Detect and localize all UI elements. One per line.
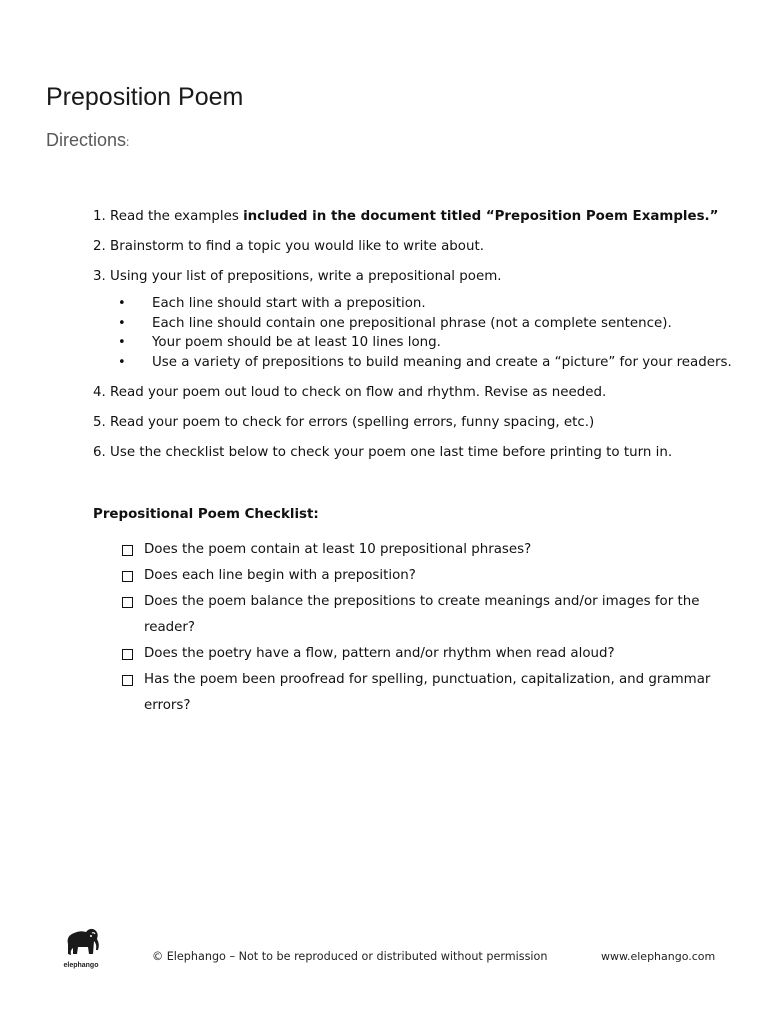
- step-text: Brainstorm to find a topic you would like to write about.: [110, 239, 484, 254]
- step-number: 1.: [93, 209, 106, 224]
- bullet-item: [93, 294, 733, 314]
- checkbox-icon[interactable]: [122, 597, 133, 608]
- step-text: Read your poem out loud to check on flow and rhythm. Revise as needed.: [110, 385, 607, 400]
- step-6: [93, 444, 733, 462]
- bullet-text: Each line should start with a preposition.: [152, 296, 426, 311]
- step-number: 5.: [93, 415, 106, 430]
- step-4: [93, 384, 733, 402]
- step-number: 6.: [93, 445, 106, 460]
- bullet-text: Use a variety of prepositions to build meaning and create a “picture” for your readers.: [152, 354, 732, 370]
- bullet-text: Each line should contain one prepositional phrase (not a complete sentence).: [152, 315, 672, 331]
- checklist-title: Prepositional Poem Checklist:: [93, 507, 319, 522]
- bullet-icon: •: [118, 354, 126, 370]
- directions-colon: :: [126, 135, 130, 149]
- step-1: [93, 208, 733, 226]
- step-text: Read your poem to check for errors (spelling errors, funny spacing, etc.): [110, 415, 595, 430]
- page-title: Preposition Poem: [46, 83, 244, 111]
- checkbox-icon[interactable]: [122, 649, 133, 660]
- step-2: [93, 238, 733, 256]
- checkbox-icon[interactable]: [122, 675, 133, 686]
- elephant-icon: [56, 924, 106, 962]
- checklist-item: [122, 641, 722, 667]
- checkbox-icon[interactable]: [122, 571, 133, 582]
- step-3-bullets: [93, 294, 733, 372]
- bullet-icon: •: [118, 315, 126, 331]
- directions-label: Directions: [46, 130, 127, 150]
- bullet-item: [93, 333, 733, 353]
- website-link[interactable]: www.elephango.com: [601, 950, 716, 963]
- bullet-icon: •: [118, 296, 126, 311]
- checklist-item: [122, 563, 722, 589]
- bullet-item: [93, 314, 733, 334]
- checklist-item-text: Has the poem been proofread for spelling, punctuation, capitalization, and grammar errors?: [144, 672, 711, 713]
- checklist-item: [122, 589, 722, 641]
- directions-steps: [93, 208, 733, 474]
- checklist-item-text: Does each line begin with a preposition?: [144, 568, 416, 583]
- directions-heading: [46, 130, 129, 151]
- step-number: 3.: [93, 269, 106, 284]
- step-text: Read the examples: [110, 209, 244, 224]
- step-number: 2.: [93, 239, 106, 254]
- step-text-bold: included in the document titled “Preposition Poem Examples.”: [243, 209, 719, 224]
- step-5: [93, 414, 733, 432]
- bullet-item: [93, 353, 733, 373]
- checklist-item: [122, 537, 722, 563]
- bullet-text: Your poem should be at least 10 lines long.: [152, 335, 441, 350]
- checklist: [122, 537, 722, 719]
- checkbox-icon[interactable]: [122, 545, 133, 556]
- step-number: 4.: [93, 385, 106, 400]
- step-3: [93, 268, 733, 286]
- copyright-notice: © Elephango – Not to be reproduced or distributed without permission: [152, 950, 548, 963]
- bullet-icon: •: [118, 335, 126, 350]
- checklist-item: [122, 667, 722, 719]
- elephango-logo: [56, 924, 106, 972]
- checklist-item-text: Does the poetry have a flow, pattern and/or rhythm when read aloud?: [144, 646, 615, 661]
- checklist-item-text: Does the poem contain at least 10 prepositional phrases?: [144, 542, 532, 557]
- step-text: Using your list of prepositions, write a prepositional poem.: [110, 269, 502, 284]
- step-text: Use the checklist below to check your poem one last time before printing to turn in.: [110, 445, 673, 460]
- checklist-item-text: Does the poem balance the prepositions to create meanings and/or images for the reader?: [144, 594, 700, 635]
- logo-text: elephango: [63, 962, 99, 969]
